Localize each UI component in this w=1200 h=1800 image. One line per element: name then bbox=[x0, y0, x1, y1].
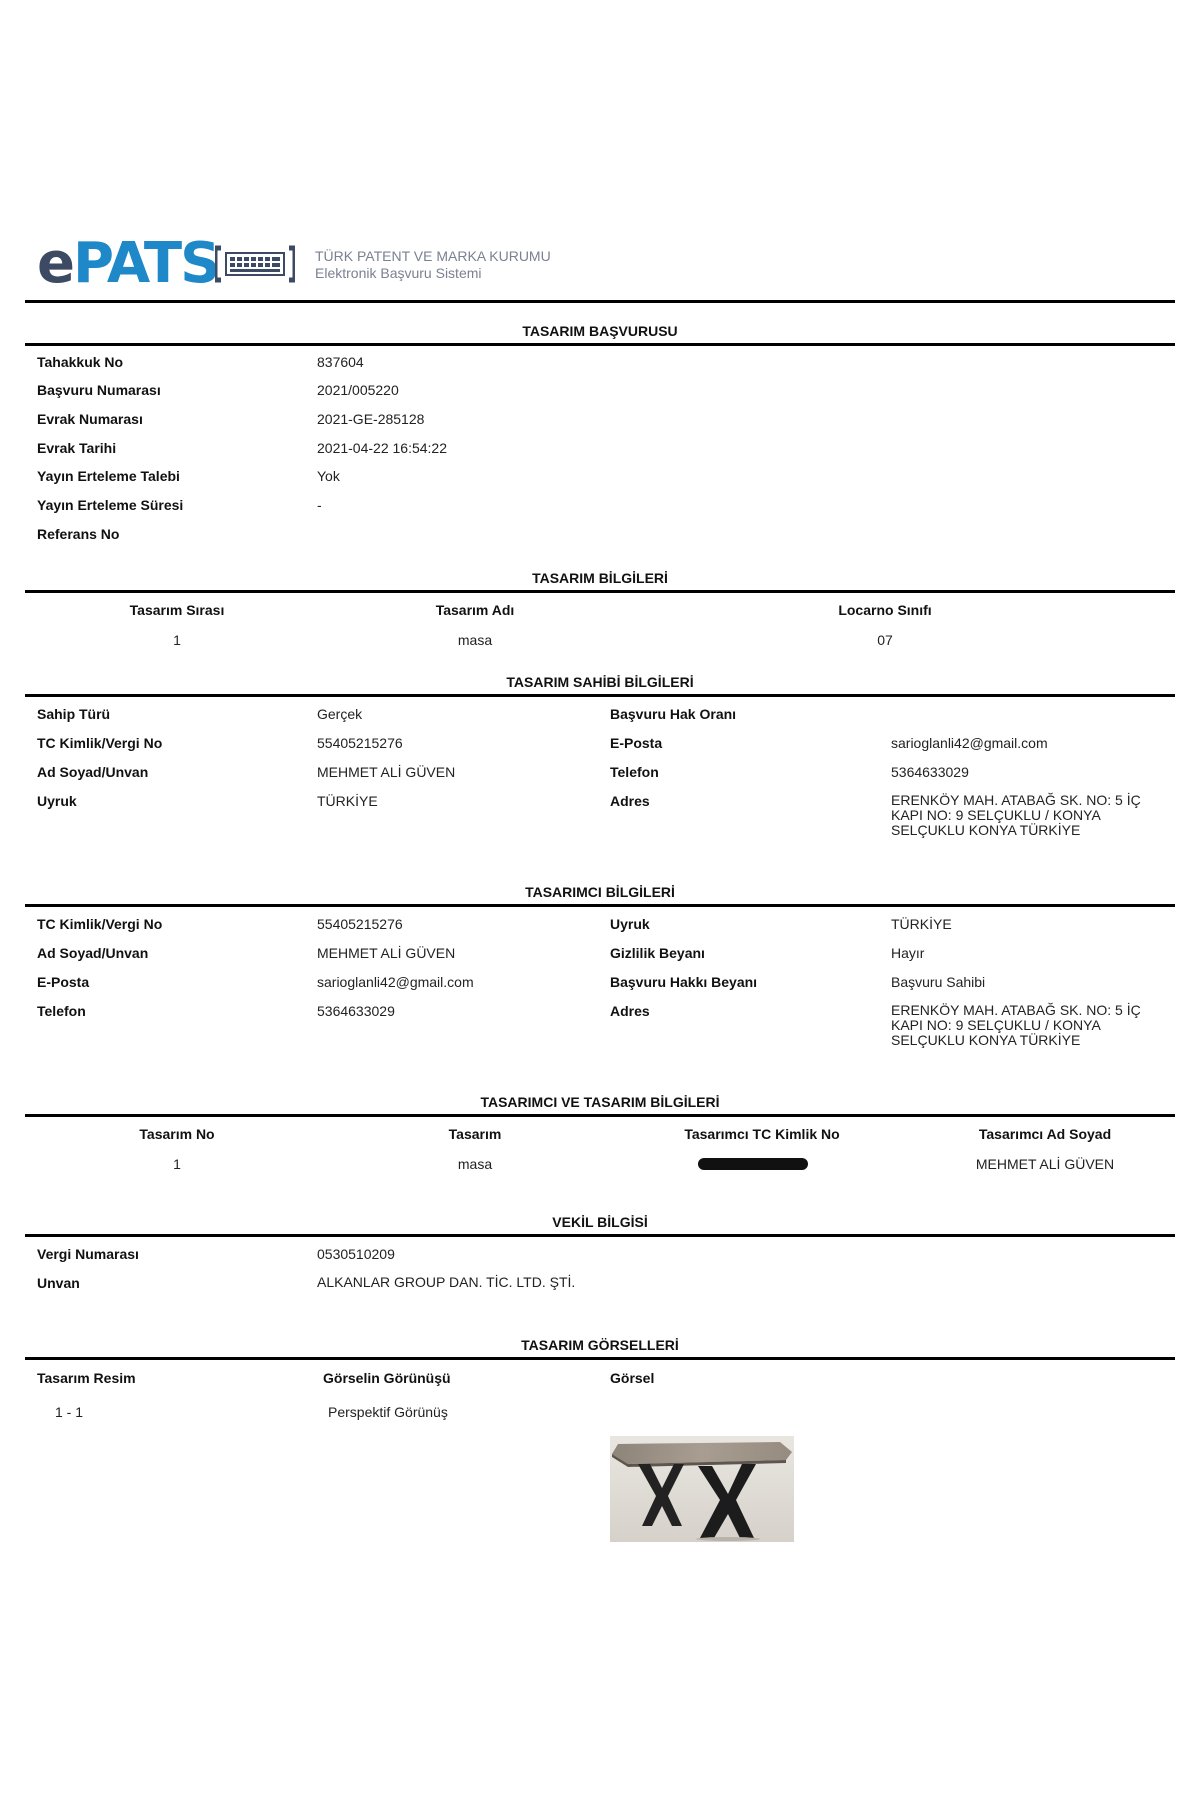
label-basvuru-hakki-beyani: Başvuru Hakkı Beyanı bbox=[610, 974, 758, 990]
value-unvan: ALKANLAR GROUP DAN. TİC. LTD. ŞTİ. bbox=[317, 1274, 576, 1290]
value-tasarimci-uyruk: TÜRKİYE bbox=[891, 916, 952, 932]
redacted-tc-kimlik-no bbox=[698, 1158, 808, 1170]
header-tasarim-no: Tasarım No bbox=[139, 1126, 215, 1142]
label-tahakkuk-no: Tahakkuk No bbox=[37, 354, 124, 370]
epats-logo: ePATS bbox=[37, 231, 219, 296]
value-tahakkuk-no: 837604 bbox=[317, 354, 364, 370]
section-divider bbox=[25, 1357, 1175, 1360]
value-sahip-eposta: sarioglanli42@gmail.com bbox=[891, 735, 1048, 751]
value-evrak-numarasi: 2021-GE-285128 bbox=[317, 411, 425, 427]
cell-locarno-sinifi: 07 bbox=[877, 632, 893, 648]
header-tasarimci-ad-soyad: Tasarımcı Ad Soyad bbox=[978, 1126, 1112, 1142]
section-title-tasarimci-tasarim: TASARIMCI VE TASARIM BİLGİLERİ bbox=[480, 1094, 720, 1110]
org-line-2: Elektronik Başvuru Sistemi bbox=[315, 265, 482, 281]
value-sahip-turu: Gerçek bbox=[317, 706, 363, 722]
section-title-sahip: TASARIM SAHİBİ BİLGİLERİ bbox=[506, 674, 694, 690]
cell-tasarim-adi: masa bbox=[457, 632, 493, 648]
header-tasarim: Tasarım bbox=[448, 1126, 502, 1142]
header-tasarim-adi: Tasarım Adı bbox=[435, 602, 515, 618]
value-sahip-uyruk: TÜRKİYE bbox=[317, 793, 378, 809]
value-tasarimci-adres: ERENKÖY MAH. ATABAĞ SK. NO: 5 İÇ KAPI NO: 9 SELÇUKLU / KONYA SELÇUKLU KONYA TÜRKİYE bbox=[891, 1002, 1141, 1048]
value-sahip-ad-soyad: MEHMET ALİ GÜVEN bbox=[317, 764, 456, 780]
label-tasarimci-ad-soyad: Ad Soyad/Unvan bbox=[37, 945, 149, 961]
header-gorsel: Görsel bbox=[610, 1370, 655, 1386]
label-referans-no: Referans No bbox=[37, 526, 120, 542]
label-evrak-numarasi: Evrak Numarası bbox=[37, 411, 143, 427]
label-basvuru-numarasi: Başvuru Numarası bbox=[37, 382, 161, 398]
section-divider bbox=[25, 343, 1175, 346]
section-divider bbox=[25, 904, 1175, 907]
label-tasarimci-adres: Adres bbox=[610, 1003, 650, 1019]
value-yayin-erteleme-suresi: - bbox=[317, 497, 322, 513]
section-title-vekil: VEKİL BİLGİSİ bbox=[552, 1214, 648, 1230]
label-sahip-turu: Sahip Türü bbox=[37, 706, 111, 722]
label-vergi-numarasi: Vergi Numarası bbox=[37, 1246, 139, 1262]
value-basvuru-hakki-beyani: Başvuru Sahibi bbox=[891, 974, 986, 990]
label-tasarimci-uyruk: Uyruk bbox=[610, 916, 650, 932]
value-tasarimci-eposta: sarioglanli42@gmail.com bbox=[317, 974, 474, 990]
section-title-tasarim-bilgileri: TASARIM BİLGİLERİ bbox=[532, 570, 668, 586]
keyboard-bracket-icon bbox=[215, 244, 295, 284]
label-yayin-erteleme-suresi: Yayın Erteleme Süresi bbox=[37, 497, 184, 513]
org-line-1: TÜRK PATENT VE MARKA KURUMU bbox=[315, 248, 551, 264]
value-sahip-tc-kimlik: 55405215276 bbox=[317, 735, 403, 751]
value-yayin-erteleme-talebi: Yok bbox=[317, 468, 340, 484]
value-tasarimci-tc-kimlik: 55405215276 bbox=[317, 916, 403, 932]
header-gorselin-gorunusu: Görselin Görünüşü bbox=[323, 1370, 451, 1386]
section-title-tasarimci: TASARIMCI BİLGİLERİ bbox=[525, 884, 675, 900]
value-sahip-telefon: 5364633029 bbox=[891, 764, 969, 780]
header-tasarimci-tc-kimlik-no: Tasarımcı TC Kimlik No bbox=[684, 1126, 840, 1142]
section-divider bbox=[25, 590, 1175, 593]
cell-gorselin-gorunusu: Perspektif Görünüş bbox=[328, 1404, 448, 1420]
value-basvuru-numarasi: 2021/005220 bbox=[317, 382, 399, 398]
label-basvuru-hak-orani: Başvuru Hak Oranı bbox=[610, 706, 737, 722]
label-tasarimci-telefon: Telefon bbox=[37, 1003, 86, 1019]
label-sahip-eposta: E-Posta bbox=[610, 735, 663, 751]
table-design-image bbox=[610, 1436, 794, 1542]
header-divider bbox=[25, 300, 1175, 303]
section-divider bbox=[25, 1114, 1175, 1117]
section-title-gorseller: TASARIM GÖRSELLERİ bbox=[521, 1337, 679, 1353]
label-tasarimci-tc-kimlik: TC Kimlik/Vergi No bbox=[37, 916, 163, 932]
cell-tasarim-resim: 1 - 1 bbox=[55, 1404, 84, 1420]
label-sahip-tc-kimlik: TC Kimlik/Vergi No bbox=[37, 735, 163, 751]
label-unvan: Unvan bbox=[37, 1275, 80, 1291]
org-name bbox=[315, 248, 551, 282]
value-tasarimci-ad-soyad: MEHMET ALİ GÜVEN bbox=[317, 945, 456, 961]
section-title-basvuru: TASARIM BAŞVURUSU bbox=[522, 323, 678, 339]
section-divider bbox=[25, 694, 1175, 697]
cell-tasarim-no: 1 bbox=[173, 1156, 181, 1172]
cell-tasarimci-ad-soyad: MEHMET ALİ GÜVEN bbox=[975, 1156, 1115, 1172]
document-page bbox=[25, 0, 1175, 1800]
label-yayin-erteleme-talebi: Yayın Erteleme Talebi bbox=[37, 468, 180, 484]
label-gizlilik-beyani: Gizlilik Beyanı bbox=[610, 945, 705, 961]
value-evrak-tarihi: 2021-04-22 16:54:22 bbox=[317, 440, 447, 456]
value-tasarimci-telefon: 5364633029 bbox=[317, 1003, 395, 1019]
cell-tasarim-sirasi: 1 bbox=[173, 632, 181, 648]
header-locarno-sinifi: Locarno Sınıfı bbox=[838, 602, 932, 618]
label-sahip-uyruk: Uyruk bbox=[37, 793, 77, 809]
label-sahip-ad-soyad: Ad Soyad/Unvan bbox=[37, 764, 149, 780]
header-tasarim-sirasi: Tasarım Sırası bbox=[129, 602, 225, 618]
label-sahip-telefon: Telefon bbox=[610, 764, 659, 780]
cell-tasarim: masa bbox=[457, 1156, 493, 1172]
header-tasarim-resim: Tasarım Resim bbox=[37, 1370, 136, 1386]
section-divider bbox=[25, 1234, 1175, 1237]
label-sahip-adres: Adres bbox=[610, 793, 650, 809]
epats-header bbox=[37, 231, 737, 296]
label-evrak-tarihi: Evrak Tarihi bbox=[37, 440, 117, 456]
value-vergi-numarasi: 0530510209 bbox=[317, 1246, 395, 1262]
label-tasarimci-eposta: E-Posta bbox=[37, 974, 90, 990]
value-gizlilik-beyani: Hayır bbox=[891, 945, 925, 961]
value-sahip-adres: ERENKÖY MAH. ATABAĞ SK. NO: 5 İÇ KAPI NO: 9 SELÇUKLU / KONYA SELÇUKLU KONYA TÜRKİYE bbox=[891, 792, 1141, 838]
